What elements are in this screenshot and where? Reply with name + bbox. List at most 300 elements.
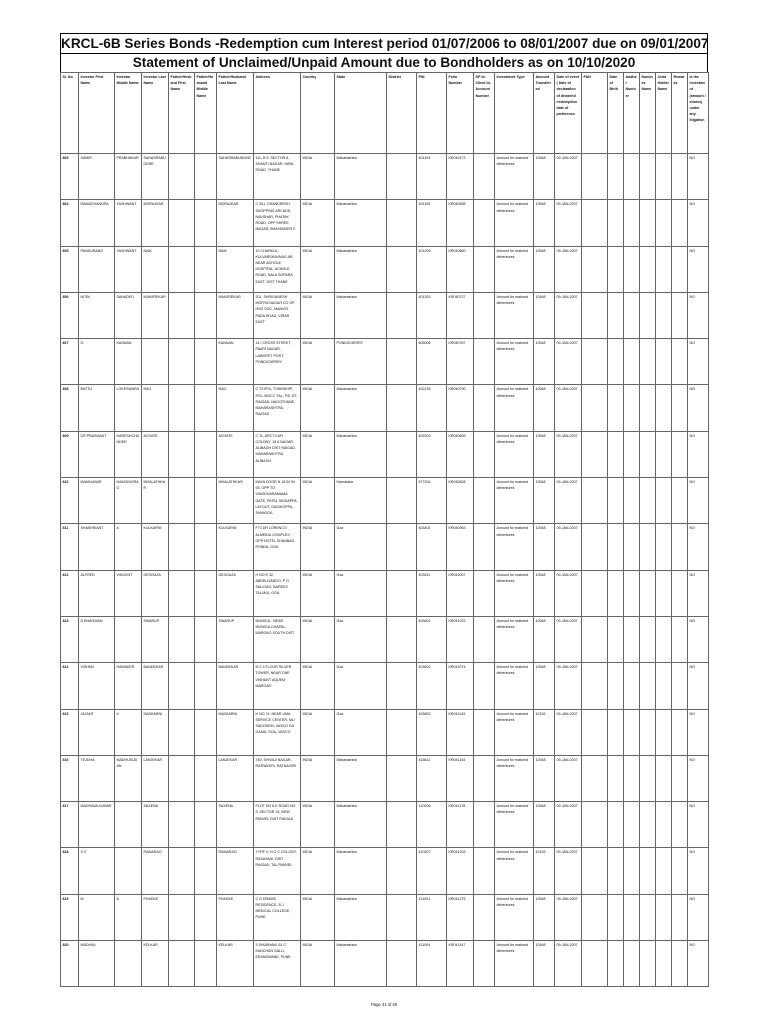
table-cell: [169, 246, 195, 292]
table-cell: KR041149: [447, 709, 474, 755]
table-row: [61, 663, 709, 709]
table-cell: [115, 848, 142, 894]
column-header: Remarks: [672, 73, 688, 154]
table-cell: [624, 616, 640, 662]
table-cell: [672, 941, 688, 987]
table-cell: SWARUP: [217, 616, 254, 662]
table-cell: INDIA: [301, 941, 335, 987]
table-cell: [195, 709, 217, 755]
table-cell: [169, 431, 195, 477]
table-cell: 09-JAN-2007: [555, 616, 582, 662]
table-cell: KULKARNI: [217, 524, 254, 570]
table-cell: [474, 848, 495, 894]
table-cell: Amount for matured debentures: [495, 709, 534, 755]
table-cell: 14 I CROSS STREET, PAARI NAGAR, LAWSPET POST, PONDICHERRY: [254, 339, 301, 385]
table-cell: [672, 802, 688, 848]
table-cell: 605008: [417, 339, 447, 385]
table-cell: [656, 154, 672, 200]
table-cell: INDIA: [301, 848, 335, 894]
table-cell: [624, 848, 640, 894]
table-cell: [582, 154, 608, 200]
table-cell: 09-JAN-2007: [555, 431, 582, 477]
table-row: [61, 894, 709, 940]
table-cell: [195, 200, 217, 246]
table-cell: Maharashtra: [335, 941, 387, 987]
table-cell: MANGINGRAO: [115, 478, 142, 524]
table-cell: 804: [61, 200, 79, 246]
table-cell: [474, 385, 495, 431]
table-cell: MANJREKAR: [217, 292, 254, 338]
table-cell: INDIA: [301, 570, 335, 616]
table-cell: 42192: [534, 709, 555, 755]
table-cell: 09-JAN-2007: [555, 941, 582, 987]
table-cell: [624, 709, 640, 755]
table-cell: BANDEKAR: [217, 663, 254, 709]
table-cell: [195, 941, 217, 987]
table-cell: LOKESWARA: [115, 385, 142, 431]
table-cell: 10548: [534, 246, 555, 292]
table-cell: [169, 524, 195, 570]
column-header: Father/Husband Last Name: [217, 73, 254, 154]
table-cell: [169, 941, 195, 987]
table-cell: [624, 570, 640, 616]
table-cell: BANDEKAR: [142, 663, 169, 709]
column-header: PIN: [417, 73, 447, 154]
table-cell: F73 DR LORENCO ALMEIDA COMPLEX, OPP HOTEL SHANBAG, PONDA, GOA: [254, 524, 301, 570]
table-cell: [608, 292, 624, 338]
table-cell: 10548: [534, 339, 555, 385]
table-cell: [474, 154, 495, 200]
table-cell: [169, 292, 195, 338]
table-cell: DR PRASHANT: [79, 431, 115, 477]
table-cell: [672, 755, 688, 801]
table-cell: SAXENA: [217, 802, 254, 848]
table-cell: [387, 431, 417, 477]
table-cell: RAO: [142, 385, 169, 431]
table-cell: 09-JAN-2007: [555, 478, 582, 524]
table-cell: [656, 431, 672, 477]
table-cell: [474, 524, 495, 570]
table-cell: INDIA: [301, 755, 335, 801]
table-cell: PHADKE: [217, 894, 254, 940]
column-header: Investor Middle Name: [115, 73, 142, 154]
table-cell: INDIA: [301, 524, 335, 570]
table-cell: [387, 246, 417, 292]
table-cell: [640, 478, 656, 524]
table-cell: NO: [688, 292, 709, 338]
table-cell: YASHWANT: [115, 200, 142, 246]
table-cell: NO: [688, 663, 709, 709]
table-cell: 09-JAN-2007: [555, 663, 582, 709]
table-cell: PONDICHERRY: [335, 339, 387, 385]
table-cell: 403401: [417, 524, 447, 570]
table-cell: Amount for matured debentures: [495, 570, 534, 616]
table-cell: KELKAR: [142, 941, 169, 987]
table-cell: [608, 385, 624, 431]
table-cell: MADHAV: [79, 941, 115, 987]
table-cell: 10548: [534, 802, 555, 848]
table-cell: 813: [61, 616, 79, 662]
table-cell: KR041202: [447, 848, 474, 894]
column-header: Investment Type: [495, 73, 534, 154]
column-header: Folio Number: [447, 73, 474, 154]
table-cell: [656, 802, 672, 848]
table-cell: 10 CHARKUL, KULVARSHAVNAG AR, NEAR ACHOLE HOSPITAL, ACHOLE ROAD, NALA SOPARA EAST, DIST THANE: [254, 246, 301, 292]
table-cell: KR040828: [447, 478, 474, 524]
table-cell: Amount for matured debentures: [495, 478, 534, 524]
table-cell: Maharashtra: [335, 894, 387, 940]
table-cell: [387, 663, 417, 709]
table-row: [61, 570, 709, 616]
table-cell: [195, 848, 217, 894]
table-cell: G: [79, 339, 115, 385]
table-cell: [387, 154, 417, 200]
table-cell: H NO E 32, ABRELIVADDO, P O SALIGAO, BARDEZ TALUKA, GOA: [254, 570, 301, 616]
table-cell: Goa: [335, 524, 387, 570]
table-cell: [672, 663, 688, 709]
table-cell: NO: [688, 200, 709, 246]
table-cell: [387, 524, 417, 570]
table-cell: [387, 848, 417, 894]
table-cell: PANDURANG: [79, 246, 115, 292]
column-header: Aadhar Number: [624, 73, 640, 154]
table-cell: [624, 292, 640, 338]
table-cell: KR040787: [447, 339, 474, 385]
table-cell: YASHWANT: [115, 246, 142, 292]
table-cell: [169, 478, 195, 524]
table-cell: SAHASRABUDDHE: [142, 154, 169, 200]
table-cell: 401105: [417, 200, 447, 246]
table-cell: SAXENA: [142, 802, 169, 848]
table-cell: [474, 755, 495, 801]
table-cell: [656, 755, 672, 801]
table-cell: ACHATE: [217, 431, 254, 477]
column-header: DP Id-Client Id-Account Number: [474, 73, 495, 154]
table-cell: 10548: [534, 570, 555, 616]
table-cell: [672, 292, 688, 338]
table-cell: KR041447: [447, 941, 474, 987]
table-cell: C 11, ARCT KUR COLONY, 16 A NAGAR, ALIBAGH DIST RAIGAD, MAHARASHTRA, ALIBAGH: [254, 431, 301, 477]
table-cell: 10548: [534, 941, 555, 987]
table-cell: [169, 385, 195, 431]
table-cell: 810: [61, 478, 79, 524]
table-cell: KULKARNI: [142, 524, 169, 570]
table-cell: [169, 339, 195, 385]
table-cell: INDIA: [301, 385, 335, 431]
table-body: [61, 154, 709, 987]
table-cell: [608, 570, 624, 616]
column-header: PAN: [582, 73, 608, 154]
table-cell: [195, 154, 217, 200]
table-cell: SHASHIKANT: [79, 524, 115, 570]
table-cell: 806: [61, 292, 79, 338]
table-cell: Goa: [335, 570, 387, 616]
table-cell: KR040727: [447, 292, 474, 338]
table-cell: [640, 848, 656, 894]
table-cell: [387, 894, 417, 940]
table-cell: [624, 755, 640, 801]
table-cell: MORAJKAR: [217, 200, 254, 246]
table-cell: 09-JAN-2007: [555, 246, 582, 292]
table-cell: [195, 524, 217, 570]
table-cell: [656, 616, 672, 662]
table-cell: Maharashtra: [335, 802, 387, 848]
table-cell: VINCENT: [115, 570, 142, 616]
table-cell: [387, 802, 417, 848]
table-cell: [169, 894, 195, 940]
table-cell: [582, 848, 608, 894]
table-cell: NITIN: [79, 292, 115, 338]
table-cell: SAMIR: [79, 154, 115, 200]
table-cell: V: [115, 709, 142, 755]
table-cell: 740, SHIVAJI NAGAR, RATNAGIRI, RATNAGIRI: [254, 755, 301, 801]
table-cell: [656, 339, 672, 385]
table-cell: 09-JAN-2007: [555, 339, 582, 385]
table-cell: D BHAGWAN: [79, 616, 115, 662]
table-cell: Amount for matured debentures: [495, 663, 534, 709]
table-cell: [169, 570, 195, 616]
table-cell: [582, 616, 608, 662]
table-cell: 10548: [534, 385, 555, 431]
table-cell: KR040585: [447, 200, 474, 246]
table-cell: 401104: [417, 154, 447, 200]
table-cell: [169, 663, 195, 709]
table-row: [61, 524, 709, 570]
table-cell: [582, 246, 608, 292]
table-cell: [582, 524, 608, 570]
table-cell: NO: [688, 848, 709, 894]
table-cell: [582, 663, 608, 709]
table-cell: 10548: [534, 200, 555, 246]
table-cell: [608, 154, 624, 200]
column-header: State: [335, 73, 387, 154]
table-cell: NO: [688, 154, 709, 200]
table-cell: PHADKE: [142, 894, 169, 940]
table-cell: 402209: [417, 431, 447, 477]
table-cell: 09-JAN-2007: [555, 570, 582, 616]
table-cell: [387, 616, 417, 662]
table-cell: 201, SHRIGANESH MORYA NAGAR CO OP HSG SOC, MANVEL PADA ROAD, VIRAR EAST: [254, 292, 301, 338]
table-cell: [608, 709, 624, 755]
column-header: Investor Last Name: [142, 73, 169, 154]
table-cell: KR041178: [447, 802, 474, 848]
table-cell: Amount for matured debentures: [495, 755, 534, 801]
table-cell: NO: [688, 616, 709, 662]
table-cell: 10548: [534, 524, 555, 570]
table-cell: Karnataka: [335, 478, 387, 524]
table-cell: TEJDHA: [79, 755, 115, 801]
table-cell: INDIA: [301, 200, 335, 246]
statement-sheet: [60, 33, 708, 987]
table-cell: [169, 616, 195, 662]
table-cell: [582, 385, 608, 431]
table-cell: ALFRED: [79, 570, 115, 616]
table-cell: [624, 478, 640, 524]
table-cell: Goa: [335, 616, 387, 662]
table-cell: 812: [61, 570, 79, 616]
table-cell: KR040963: [447, 524, 474, 570]
table-cell: NO: [688, 709, 709, 755]
table-cell: M 2 II FLOOR SILVER TOWER, NEAR ONE VISHANT AQUEM MARGAO: [254, 663, 301, 709]
table-cell: C 73 IPCL TOWNSHIP, IPCL MGCC TAL, P.B. DT, RAIGAD, NAGOTHANE, MAHARASHTRA, RAIGAD: [254, 385, 301, 431]
table-cell: Amount for matured debentures: [495, 154, 534, 200]
table-cell: [656, 524, 672, 570]
table-cell: [640, 524, 656, 570]
table-cell: [582, 709, 608, 755]
table-cell: MANJREKAR: [142, 292, 169, 338]
table-cell: 403601: [417, 663, 447, 709]
table-cell: KR041074: [447, 663, 474, 709]
table-cell: 10548: [534, 755, 555, 801]
table-cell: [474, 663, 495, 709]
table-cell: MADHAVA KUMAR: [79, 802, 115, 848]
table-cell: [640, 431, 656, 477]
table-cell: INDIA: [301, 154, 335, 200]
table-cell: Amount for matured debentures: [495, 385, 534, 431]
table-cell: PLOT NO 6 E ROAD NO 9, SECTOR 19, NEW PANVEL DIST RAIGAD: [254, 802, 301, 848]
table-cell: Goa: [335, 709, 387, 755]
table-cell: [582, 200, 608, 246]
table-row: [61, 848, 709, 894]
table-cell: 819: [61, 894, 79, 940]
table-cell: [169, 802, 195, 848]
table-cell: [672, 524, 688, 570]
table-cell: [582, 570, 608, 616]
table-cell: [656, 941, 672, 987]
table-row: [61, 478, 709, 524]
table-cell: NO: [688, 246, 709, 292]
column-header: Country: [301, 73, 335, 154]
table-cell: [142, 339, 169, 385]
table-cell: NO: [688, 755, 709, 801]
table-cell: [195, 616, 217, 662]
table-cell: 803: [61, 154, 79, 200]
column-header: Is the investment (amount / shares) under any litigation: [688, 73, 709, 154]
table-cell: Amount for matured debentures: [495, 200, 534, 246]
table-cell: 814: [61, 663, 79, 709]
table-cell: [608, 246, 624, 292]
table-cell: MUNGUL, NEAR MUNGULCHAPAL, MARGAO SOUTH DIST: [254, 616, 301, 662]
table-cell: [474, 246, 495, 292]
table-cell: [608, 524, 624, 570]
table-cell: [115, 802, 142, 848]
table-cell: [195, 894, 217, 940]
table-cell: A: [115, 894, 142, 940]
table-cell: VISHNU: [79, 663, 115, 709]
table-cell: [474, 200, 495, 246]
table-cell: [656, 200, 672, 246]
table-cell: [672, 339, 688, 385]
table-cell: DESOUZA: [142, 570, 169, 616]
table-cell: [195, 385, 217, 431]
table-row: [61, 941, 709, 987]
table-cell: MHALATHKAR: [217, 478, 254, 524]
table-cell: [387, 570, 417, 616]
table-cell: [195, 478, 217, 524]
table-cell: NADKARNI: [142, 709, 169, 755]
table-cell: [474, 802, 495, 848]
table-cell: NAIK: [142, 246, 169, 292]
table-cell: [624, 246, 640, 292]
table-cell: [656, 570, 672, 616]
column-header: District: [387, 73, 417, 154]
table-cell: INDIA: [301, 339, 335, 385]
table-cell: 808: [61, 385, 79, 431]
table-cell: MHALATHKAR: [142, 478, 169, 524]
table-cell: INDIA: [301, 478, 335, 524]
table-row: [61, 385, 709, 431]
table-cell: S V: [79, 848, 115, 894]
table-cell: [640, 246, 656, 292]
table-cell: [387, 292, 417, 338]
table-cell: 816: [61, 755, 79, 801]
table-cell: C O DRAMS RESIDENCE, B J MEDICAL COLLEGE, PUNE: [254, 894, 301, 940]
table-cell: [195, 292, 217, 338]
table-cell: [387, 339, 417, 385]
table-cell: Maharashtra: [335, 431, 387, 477]
table-cell: KR040660: [447, 246, 474, 292]
table-cell: 403601: [417, 616, 447, 662]
table-cell: [656, 246, 672, 292]
table-cell: KR041007: [447, 570, 474, 616]
table-row: [61, 431, 709, 477]
table-cell: [608, 663, 624, 709]
table-cell: [474, 616, 495, 662]
table-cell: KR040173: [447, 154, 474, 200]
bondholder-table: [60, 72, 709, 987]
table-cell: Amount for matured debentures: [495, 246, 534, 292]
table-cell: NAIK: [217, 246, 254, 292]
table-cell: Maharashtra: [335, 755, 387, 801]
table-row: [61, 154, 709, 200]
table-cell: NADKARNI: [217, 709, 254, 755]
table-cell: 10548: [534, 431, 555, 477]
table-cell: NO: [688, 524, 709, 570]
table-cell: KELKAR: [217, 941, 254, 987]
table-row: [61, 802, 709, 848]
table-cell: [640, 941, 656, 987]
table-cell: NO: [688, 894, 709, 940]
table-cell: [640, 154, 656, 200]
table-cell: [582, 755, 608, 801]
table-cell: [195, 339, 217, 385]
table-cell: [195, 755, 217, 801]
table-cell: [115, 941, 142, 987]
table-cell: [474, 478, 495, 524]
table-cell: [474, 941, 495, 987]
table-cell: [656, 894, 672, 940]
table-cell: [656, 848, 672, 894]
table-cell: LANJEKAR: [217, 755, 254, 801]
column-header: Sl. No.: [61, 73, 79, 154]
table-cell: [640, 570, 656, 616]
table-cell: 10548: [534, 478, 555, 524]
table-cell: 815: [61, 709, 79, 755]
table-cell: JAYANT: [79, 709, 115, 755]
table-cell: [640, 385, 656, 431]
title-block: [60, 33, 708, 72]
table-row: [61, 709, 709, 755]
table-cell: [656, 478, 672, 524]
column-header: Address: [254, 73, 301, 154]
table-cell: 09-JAN-2007: [555, 154, 582, 200]
table-cell: NO: [688, 431, 709, 477]
table-cell: [624, 894, 640, 940]
table-cell: INDIA: [301, 246, 335, 292]
column-header: Investor First Name: [79, 73, 115, 154]
table-cell: 111, B 9, SECTOR 6, SHANTI NAGAR, MIRA ROAD, THANE: [254, 154, 301, 200]
table-cell: ACHATE: [142, 431, 169, 477]
